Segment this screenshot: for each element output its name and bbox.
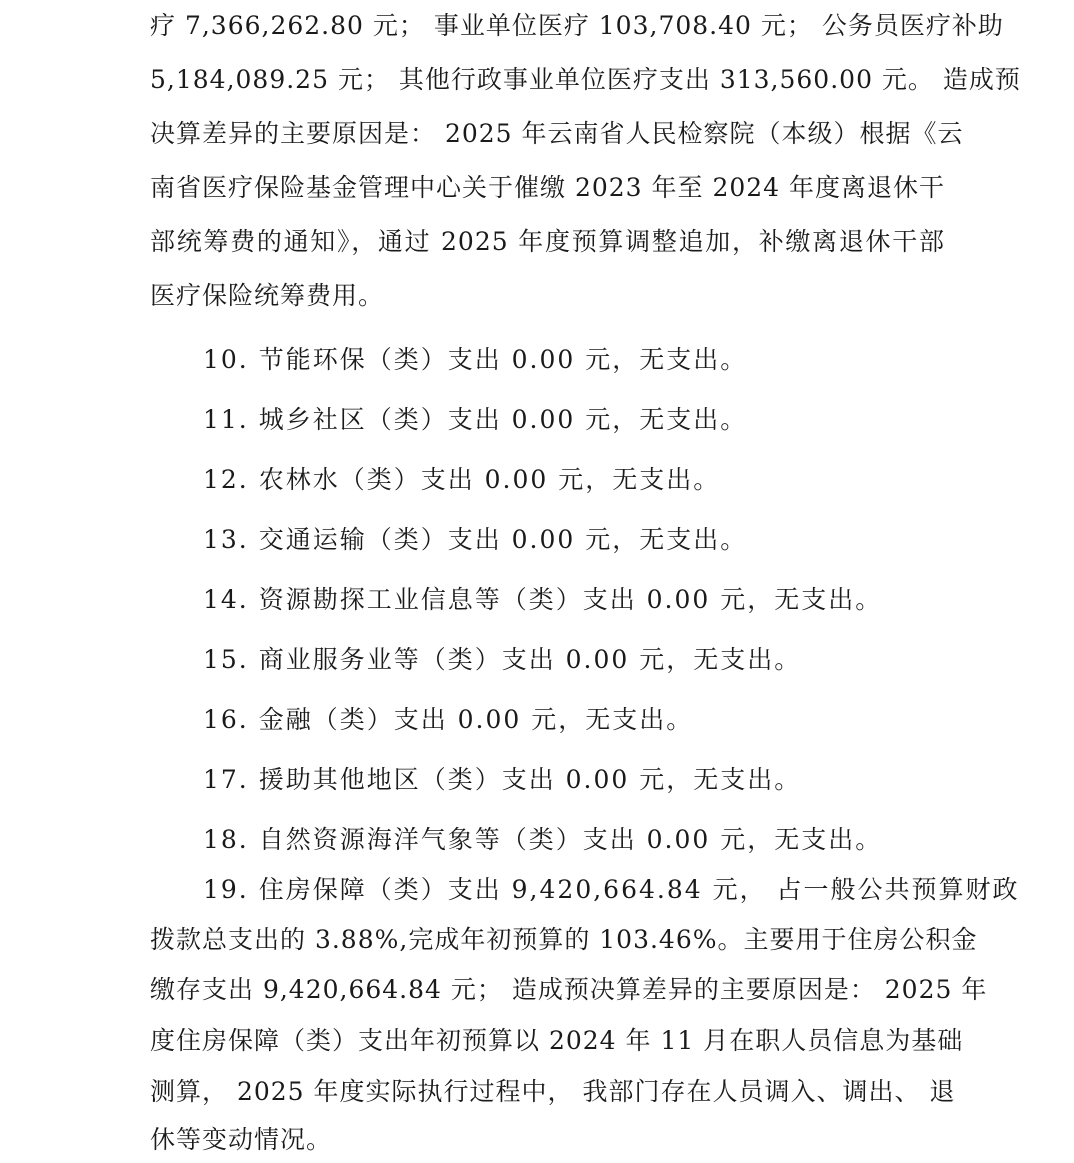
list-item-15: 15. 商业服务业等（类）支出 0.00 元，无支出。 — [203, 645, 802, 674]
housing-paragraph-line-6: 休等变动情况。 — [150, 1125, 333, 1154]
medical-paragraph-line-6: 医疗保险统筹费用。 — [150, 281, 385, 310]
medical-paragraph-line-5: 部统筹费的通知》，通过 2025 年度预算调整追加，补缴离退休干部 — [150, 227, 945, 256]
medical-paragraph-line-4: 南省医疗保险基金管理中心关于催缴 2023 年至 2024 年度离退休干 — [150, 173, 946, 202]
housing-paragraph-line-5: 测算， 2025 年度实际执行过程中， 我部门存在人员调入、调出、 退 — [150, 1077, 956, 1106]
housing-paragraph-line-2: 拨款总支出的 3.88%,完成年初预算的 103.46%。主要用于住房公积金 — [150, 925, 978, 954]
list-item-14: 14. 资源勘探工业信息等（类）支出 0.00 元，无支出。 — [203, 585, 883, 614]
list-item-12: 12. 农林水（类）支出 0.00 元，无支出。 — [203, 465, 721, 494]
list-item-10: 10. 节能环保（类）支出 0.00 元，无支出。 — [203, 345, 748, 374]
medical-paragraph-line-1: 疗 7,366,262.80 元； 事业单位医疗 103,708.40 元； 公务员医疗补助 — [150, 11, 1004, 40]
list-item-13: 13. 交通运输（类）支出 0.00 元，无支出。 — [203, 525, 748, 554]
medical-paragraph-line-2: 5,184,089.25 元； 其他行政事业单位医疗支出 313,560.00 元。 造成预 — [150, 65, 1021, 94]
medical-paragraph-line-3: 决算差异的主要原因是： 2025 年云南省人民检察院（本级）根据《云 — [150, 119, 964, 148]
housing-paragraph-line-4: 度住房保障（类）支出年初预算以 2024 年 11 月在职人员信息为基础 — [150, 1026, 964, 1055]
list-item-11: 11. 城乡社区（类）支出 0.00 元，无支出。 — [203, 405, 748, 434]
housing-paragraph-line-3: 缴存支出 9,420,664.84 元； 造成预决算差异的主要原因是： 2025 年 — [150, 975, 988, 1004]
list-item-16: 16. 金融（类）支出 0.00 元，无支出。 — [203, 705, 694, 734]
housing-paragraph-line-1: 19. 住房保障（类）支出 9,420,664.84 元， 占一般公共预算财政 — [203, 875, 1020, 904]
list-item-18: 18. 自然资源海洋气象等（类）支出 0.00 元，无支出。 — [203, 825, 883, 854]
list-item-17: 17. 援助其他地区（类）支出 0.00 元，无支出。 — [203, 765, 802, 794]
